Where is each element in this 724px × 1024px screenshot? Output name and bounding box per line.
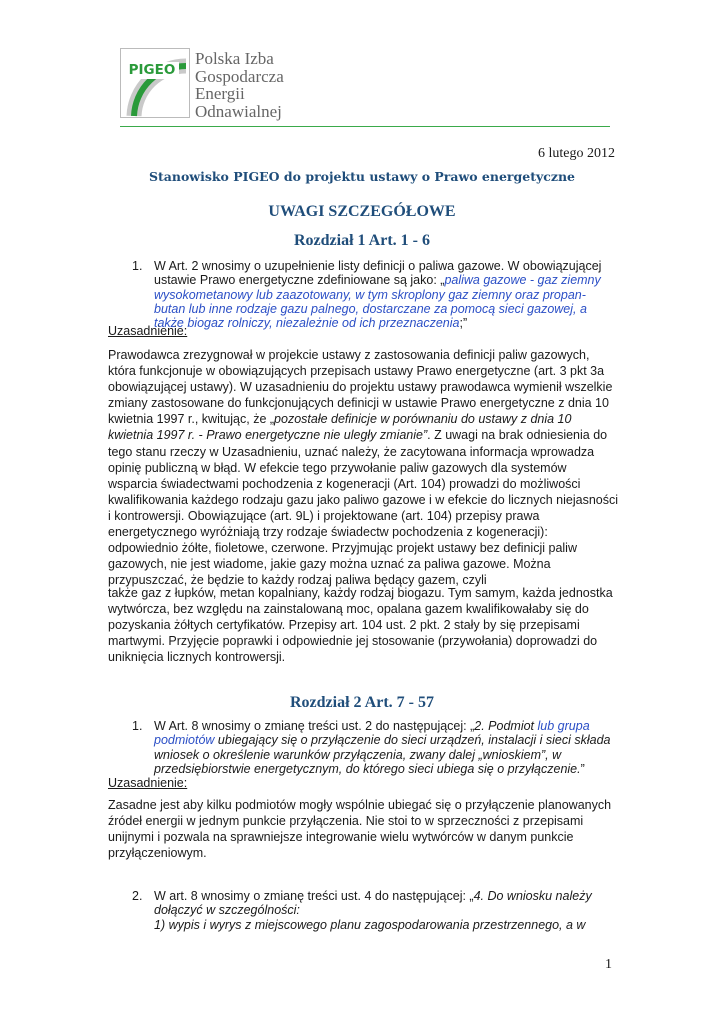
item-number: 1. — [132, 719, 143, 733]
section-2-heading: Rozdział 2 Art. 7 - 57 — [290, 694, 434, 711]
org-name — [195, 50, 284, 120]
org-name-line: Energii — [195, 84, 245, 103]
header-rule — [120, 126, 610, 127]
item-text-plain: W Art. 8 wnosimy o zmianę treści ust. 2 do następującej: „ — [154, 719, 475, 733]
section-1-paragraph-1 — [108, 347, 618, 588]
org-name-line: Polska Izba — [195, 49, 274, 68]
item-quote: ubiegający się o przyłączenie do sieci urządzeń, instalacji i sieci składa wniosek o określenie warunków przyłączenia, zwany dalej „wnioskiem”, w przedsiębiorstwie energetycznym, do którego sieci ubiega się o przyłączenie. — [154, 733, 611, 776]
pigeo-logo — [120, 48, 190, 118]
item-text-plain: W Art. 2 wnosimy o uzupełnienie listy definicji o paliwa gazowe. W obowiązującej ustawie Prawo energetyczne zdefiniowane są jako: „ — [154, 259, 602, 288]
main-heading: UWAGI SZCZEGÓŁOWE — [268, 203, 456, 220]
org-name-line: Odnawialnej — [195, 101, 282, 121]
item-text — [154, 259, 614, 330]
section-2-justification-label: Uzasadnienie: — [108, 776, 188, 790]
paragraph-text: . Z uwagi na brak odniesienia do tego stanu rzeczy w Uzasadnieniu, uznać należy, że zacytowana informacja wprowadza opinię publiczną w błąd. W efekcie tego przywołanie paliw gazowych dla systemów wsparcia świadectwami pochodzenia z kogeneracji (Art. 104) prowadzi do możliwości kwalifikowania każdego rodzaju gazu jako paliwo gazowe i w efekcie do licznych niejasności i kontrowersji. Obowiązujące (art. 9L) i projektowane (art. 104) przepisy prawa energetycznego wyróżniają trzy rodzaje świadectw pochodzenia z kogeneracji): odpowiednio żółte, fioletowe, czerwone. Przyjmując projekt ustawy bez definicji paliw gazowych, nie jest wiadome, jakie gazy można uznać za paliwa gazowe. Można przypuszczać, że będzie to każdy rodzaj paliwa będący gazem, czyli — [108, 428, 618, 588]
paragraph-quote: pozostałe definicje w porównaniu do ustawy z dnia 10 kwietnia 1997 r. - Prawo energetyczne nie uległy zmianie” — [108, 412, 572, 443]
org-name-line: Gospodarcza — [195, 66, 284, 86]
item-text-plain: ;” — [459, 316, 468, 331]
pigeo-logo-graphic — [120, 48, 190, 118]
item-quote-blue: lub grupa podmiotów — [154, 719, 590, 748]
item-number: 1. — [132, 259, 143, 273]
item-number: 2. — [132, 889, 143, 903]
item-quote: 1) wypis i wyrys z miejscowego planu zagospodarowania przestrzennego, a w — [154, 917, 586, 932]
item-text-plain: W art. 8 wnosimy o zmianę treści ust. 4 do następującej: „ — [154, 889, 474, 903]
item-quote: 2. Podmiot — [474, 719, 538, 733]
document-subtitle: Stanowisko PIGEO do projektu ustawy o Prawo energetyczne — [148, 169, 575, 184]
item-quote-blue: paliwa gazowe - gaz ziemny wysokometanowy lub zaazotowany, w tym skroplony gaz ziemny oraz propan-butan lub inne rodzaje gazu palnego, dostarczane za pomocą sieci gazowej, a także biogaz rolniczy, niezależnie od ich przeznaczenia — [154, 273, 601, 331]
paragraph-text: Prawodawca zrezygnował w projekcie ustawy z zastosowania definicji paliw gazowych, która funkcjonuje w obowiązujących przepisach ustawy Prawo energetyczne (art. 3 pkt 3a obowiązującej ustawy). W uzasadnieniu do projektu ustawy prawodawca wymienił wszelkie zmiany zastosowane do funkcjonujących definicji w ustawie Prawo energetyczne z dnia 10 kwietnia 1997 r., kwitując, że „ — [108, 348, 613, 427]
logo-badge-text: PIGEO — [128, 62, 176, 78]
item-quote: 4. Do wniosku należy dołączyć w szczególności: — [154, 889, 592, 918]
item-text-plain: ” — [580, 761, 585, 776]
document-date: 6 lutego 2012 — [538, 146, 615, 161]
item-text — [154, 719, 614, 776]
section-1-paragraph-2: także gaz z łupków, metan kopalniany, każdy rodzaj biogazu. Tym samym, każda jednostka wytwórcza, bez względu na zainstalowaną moc, opalana gazem kwalifikowałaby się do pozyskania żółtych certyfikatów. Przepisy art. 104 ust. 2 pkt. 2 stały by się przepisami martwymi. Przyjęcie poprawki i odpowiednie jej stosowanie (przywołania) doprowadzi do uniknięcia licznych kontrowersji. — [108, 586, 613, 665]
page-number: 1 — [605, 957, 612, 972]
section-1-justification-label: Uzasadnienie: — [108, 324, 188, 338]
section-2-paragraph: Zasadne jest aby kilku podmiotów mogły wspólnie ubiegać się o przyłączenie planowanych źródeł energii w jednym punkcie przyłączenia. Nie stoi to w sprzeczności z przepisami unijnymi i pozwala na sprawniejsze integrowanie wielu wytwórców w danym punkcie przyłączeniowym. — [108, 798, 612, 861]
section-1-heading: Rozdział 1 Art. 1 - 6 — [294, 232, 430, 249]
item-text — [154, 889, 614, 932]
